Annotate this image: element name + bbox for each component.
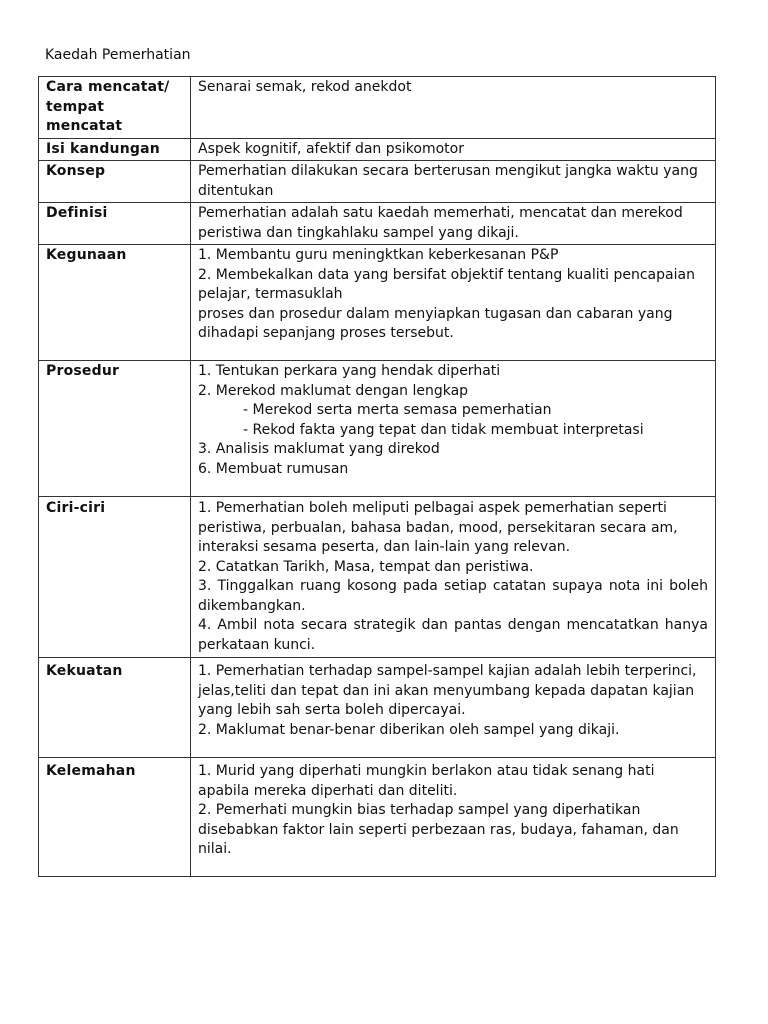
- table-row: [39, 77, 716, 139]
- content-line: 3. Tinggalkan ruang kosong pada setiap catatan supaya nota ini boleh dikembangkan.: [198, 578, 708, 614]
- content-line: 2. Catatkan Tarikh, Masa, tempat dan peristiwa.: [198, 558, 534, 575]
- row-label: Isi kandungan: [39, 138, 191, 161]
- row-label: Kegunaan: [39, 245, 191, 361]
- table-row: [39, 658, 716, 758]
- table-row: [39, 161, 716, 203]
- content-line: Aspek kognitif, afektif dan psikomotor: [198, 140, 464, 157]
- content-line: 1. Murid yang diperhati mungkin berlakon atau tidak senang hati apabila mereka diperhati dan diteliti.: [198, 763, 655, 799]
- row-content: [191, 658, 716, 758]
- content-line: 3. Analisis maklumat yang direkod: [198, 441, 440, 457]
- row-content: [191, 497, 716, 658]
- row-content: [191, 758, 716, 877]
- table-row: [39, 361, 716, 497]
- content-line: 4. Ambil nota secara strategik dan pantas dengan mencatatkan hanya perkataan kunci.: [198, 617, 708, 653]
- content-line: 2. Merekod maklumat dengan lengkap: [198, 382, 469, 399]
- table-row: [39, 497, 716, 658]
- table-row: [39, 203, 716, 245]
- row-content: [191, 361, 716, 497]
- row-content: [191, 138, 716, 161]
- row-content: [191, 77, 716, 139]
- table-row: [39, 245, 716, 361]
- row-content: [191, 203, 716, 245]
- row-label: Cara mencatat/ tempat mencatat: [39, 77, 191, 139]
- table-row: [39, 138, 716, 161]
- content-subline: - Rekod fakta yang tepat dan tidak membuat interpretasi: [243, 421, 644, 438]
- row-label: Kelemahan: [39, 758, 191, 877]
- row-content: [191, 245, 716, 361]
- content-line: proses dan prosedur dalam menyiapkan tugasan dan cabaran yang dihadapi sepanjang proses tersebut.: [198, 305, 673, 341]
- content-line: 1. Membantu guru meningktkan keberkesanan P&P: [198, 247, 559, 263]
- document-title: Kaedah Pemerhatian: [45, 47, 191, 63]
- content-line: Senarai semak, rekod anekdot: [198, 79, 412, 95]
- content-line: Pemerhatian adalah satu kaedah memerhati, mencatat dan merekod peristiwa dan tingkahlaku sampel yang dikaji.: [198, 205, 683, 241]
- content-line: 2. Membekalkan data yang bersifat objektif tentang kualiti pencapaian pelajar, termasuklah: [198, 266, 695, 302]
- content-line: 2. Pemerhati mungkin bias terhadap sampel yang diperhatikan disebabkan faktor lain seperti perbezaan ras, budaya, fahaman, dan nilai.: [198, 802, 679, 857]
- content-line: 6. Membuat rumusan: [198, 460, 349, 477]
- row-label: Definisi: [39, 203, 191, 245]
- content-line: 2. Maklumat benar-benar diberikan oleh sampel yang dikaji.: [198, 721, 620, 738]
- row-label: Konsep: [39, 161, 191, 203]
- content-subline: - Merekod serta merta semasa pemerhatian: [243, 402, 552, 418]
- row-content: [191, 161, 716, 203]
- content-line: Pemerhatian dilakukan secara berterusan mengikut jangka waktu yang ditentukan: [198, 163, 698, 199]
- content-line: 1. Pemerhatian boleh meliputi pelbagai aspek pemerhatian seperti peristiwa, perbualan, bahasa badan, mood, persekitaran secara am, interaksi sesama peserta, dan lain-lain yang relevan.: [198, 500, 678, 555]
- row-label: Kekuatan: [39, 658, 191, 758]
- content-line: 1. Tentukan perkara yang hendak diperhati: [198, 363, 501, 379]
- method-table: [38, 76, 716, 877]
- content-line: 1. Pemerhatian terhadap sampel-sampel kajian adalah lebih terperinci, jelas,teliti dan tepat dan ini akan menyumbang kepada dapatan kajian yang lebih sah serta boleh dipercayai.: [198, 663, 697, 718]
- row-label: Prosedur: [39, 361, 191, 497]
- table-row: [39, 758, 716, 877]
- row-label: Ciri-ciri: [39, 497, 191, 658]
